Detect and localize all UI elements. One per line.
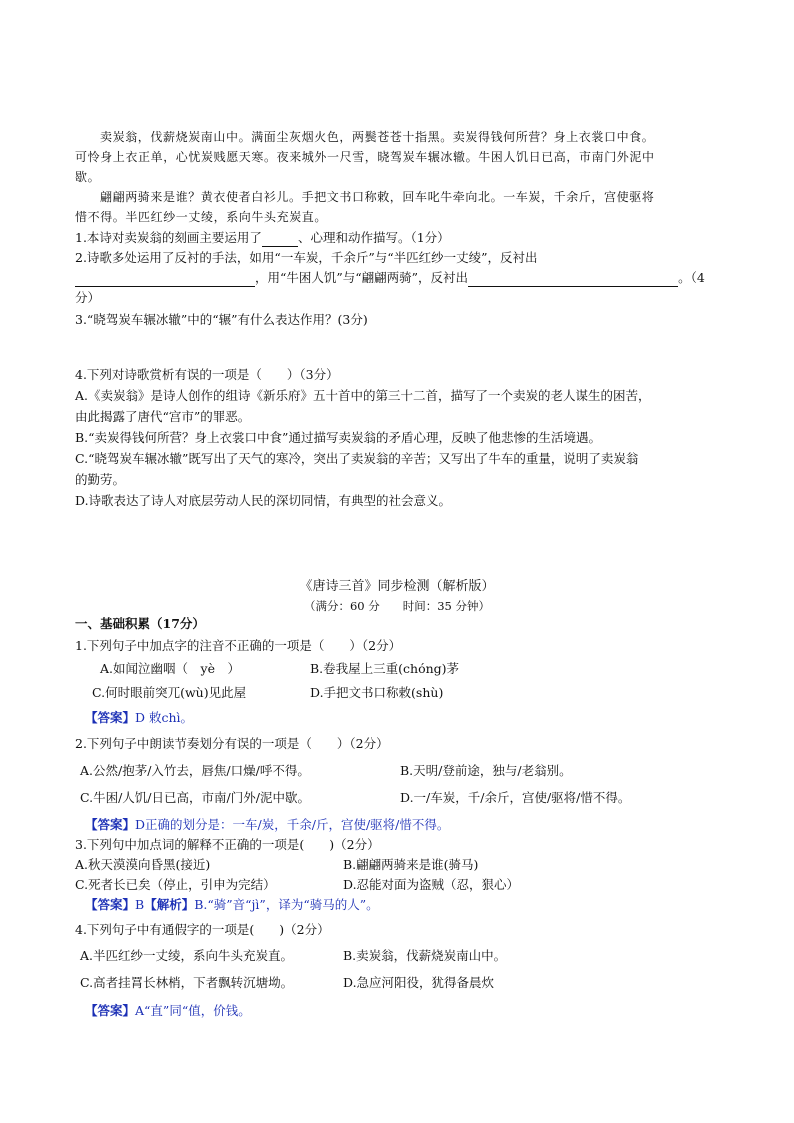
s4-option-b: B.卖炭翁，伐薪烧炭南山中。	[343, 948, 507, 963]
answer-blank[interactable]	[75, 272, 255, 287]
answer-text: D正确的划分是：一车/炭，千余/斤，宫使/驱将/惜不得。	[135, 817, 450, 832]
question-2-line-1: 2.诗歌多处运用了反衬的手法，如用“一车炭，千余斤”与“半匹红纱一丈绫”，反衬出	[75, 250, 538, 265]
answer-blank[interactable]	[262, 232, 298, 247]
s4-option-c: C.高者挂罥长林梢，下者飘转沉塘坳。	[80, 975, 294, 990]
answer-tag: 【答案】	[85, 1003, 136, 1018]
s2-stem: 2.下列句子中朗读节奏划分有误的一项是（ ）（2分）	[75, 736, 389, 751]
s3-answer	[85, 896, 379, 914]
s1-stem: 1.下列句子中加点字的注音不正确的一项是（ ）（2分）	[75, 638, 402, 653]
s4-option-d: D.急应河阳役，犹得备晨炊	[343, 975, 495, 990]
question-4-stem: 4.下列对诗歌赏析有误的一项是（ ）（3分）	[75, 367, 339, 382]
question-4-option-c-line-2: 的勤劳。	[75, 472, 126, 487]
poem-line-4: 翩翩两骑来是谁？黄衣使者白衫儿。手把文书口称敕，回车叱牛牵向北。一车炭，千余斤，宫使驱将	[100, 190, 655, 204]
s2-option-b: B.天明/登前途，独与/老翁别。	[400, 763, 572, 778]
s1-answer	[85, 709, 193, 727]
question-4-option-b: B.“卖炭得钱何所营？身上衣裳口中食”通过描写卖炭翁的矛盾心理，反映了他悲惨的生活境遇。	[75, 430, 601, 445]
question-2-text: ，用“牛困人饥”与“翩翩两骑”，反衬出	[255, 270, 469, 285]
question-4-option-a-line-1: A.《卖炭翁》是诗人创作的组诗《新乐府》五十首中的第三十二首，描写了一个卖炭的老人谋生的困苦，	[75, 388, 651, 403]
question-1-points: 、心理和动作描写。（1分）	[297, 230, 450, 245]
s3-option-d: D.忍能对面为盗贼（忍，狠心）	[343, 877, 520, 892]
analysis-text: B.“骑”音“jì”，译为“骑马的人”。	[194, 897, 379, 912]
s2-option-a: A.公然/抱茅/入竹去，唇焦/口燥/呼不得。	[80, 763, 310, 778]
answer-tag: 【答案】	[85, 897, 136, 912]
poem-line-3: 歇。	[75, 170, 101, 184]
answer-blank[interactable]	[468, 272, 678, 287]
poem-line-2: 可怜身上衣正单，心忧炭贱愿天寒。夜来城外一尺雪，晓驾炭车辗冰辙。牛困人饥日已高，市南门外泥中	[75, 150, 655, 164]
s4-stem: 4.下列句子中有通假字的一项是( )（2分）	[75, 922, 330, 937]
s3-stem: 3.下列句中加点词的解释不正确的一项是( )（2分）	[75, 837, 380, 852]
question-4-option-a-line-2: 由此揭露了唐代“宫市”的罪恶。	[75, 409, 251, 424]
question-2-points: 。（4	[678, 270, 705, 285]
answer-tag: 【答案】	[85, 817, 136, 832]
part-heading: 一、基础积累（17分）	[75, 616, 205, 631]
s4-answer	[85, 1002, 251, 1020]
s4-option-a: A.半匹红纱一丈绫，系向牛头充炭直。	[80, 948, 294, 963]
s3-option-a: A.秋天漠漠向昏黑(接近)	[75, 857, 211, 872]
poem-line-1: 卖炭翁，伐薪烧炭南山中。满面尘灰烟火色，两鬓苍苍十指黑。卖炭得钱何所营？身上衣裳口中食。	[100, 130, 655, 144]
section-title: 《唐诗三首》同步检测（解析版）	[299, 579, 495, 594]
answer-text: B	[135, 897, 145, 912]
question-4-option-d: D.诗歌表达了诗人对底层劳动人民的深切同情，有典型的社会意义。	[75, 493, 452, 508]
poem-line-5: 惜不得。半匹红纱一丈绫，系向牛头充炭直。	[75, 210, 328, 224]
section-subtitle: （满分：60 分 时间：35 分钟）	[303, 599, 491, 613]
question-1-text: 1.本诗对卖炭翁的刻画主要运用了	[75, 230, 262, 245]
s1-option-b: B.卷我屋上三重(chóng)茅	[310, 661, 460, 676]
question-2-line-3: 分）	[75, 290, 101, 305]
s3-option-b: B.翩翩两骑来是谁(骑马)	[343, 857, 479, 872]
question-4-option-c-line-1: C.“晓驾炭车辗冰辙”既写出了天气的寒冷，突出了卖炭翁的辛苦；又写出了牛车的重量，说明了卖炭翁	[75, 451, 639, 466]
answer-text: A“直”同“值，价钱。	[135, 1003, 251, 1018]
s2-option-d: D.一/车炭，千/余斤，宫使/驱将/惜不得。	[400, 790, 631, 805]
question-2-line-2	[75, 269, 705, 287]
analysis-tag: 【解析】	[144, 897, 195, 912]
s2-answer	[85, 816, 449, 834]
answer-text: D 敕chì。	[135, 710, 194, 725]
s2-option-c: C.牛困/人饥/日已高，市南/门外/泥中歇。	[80, 790, 310, 805]
answer-tag: 【答案】	[85, 710, 136, 725]
s1-option-d: D.手把文书口称敕(shù)	[310, 685, 444, 700]
s1-option-c: C.何时眼前突兀(wù)见此屋	[92, 685, 247, 700]
s1-option-a: A.如闻泣幽咽（ yè ）	[100, 661, 240, 676]
question-3: 3.“晓驾炭车辗冰辙”中的“辗”有什么表达作用？(3分)	[75, 312, 368, 327]
question-1	[75, 229, 450, 247]
s3-option-c: C.死者长已矣（停止，引申为完结）	[75, 877, 276, 892]
